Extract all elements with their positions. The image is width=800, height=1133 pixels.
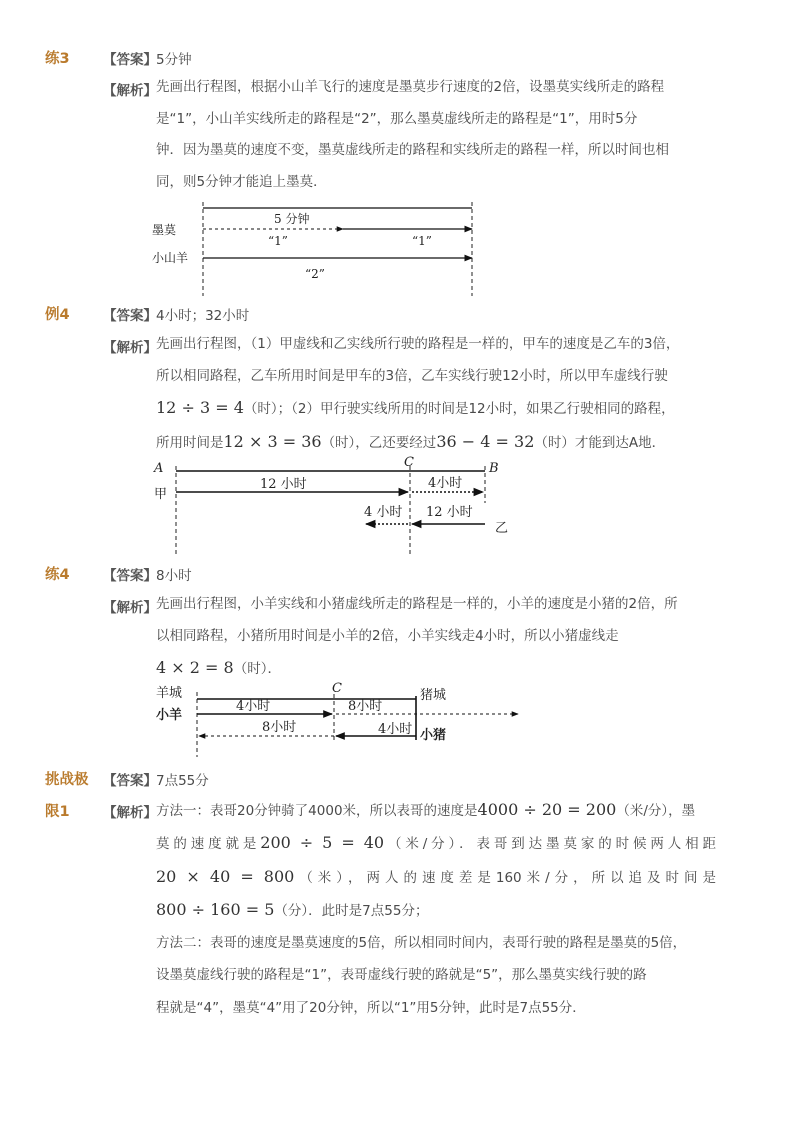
analysis-text: （时）才能到达A地． [534, 434, 666, 451]
answer-label: 【答案】 [103, 52, 157, 68]
method1-line [156, 861, 716, 894]
answer-value: 4小时；32小时 [156, 308, 250, 324]
answer-label: 【答案】 [103, 568, 157, 584]
jia-solid-label: 12 小时 [260, 477, 307, 492]
section-tag-li4: 例4 [45, 307, 70, 323]
analysis-paragraph [156, 589, 716, 686]
time-label: 5 分钟 [274, 212, 310, 226]
momo-solid-label: “1” [412, 234, 432, 248]
method2-line: 设墨莫虚线行驶的路程是“1”，表哥虚线行驶的路就是“5”，那么墨莫实线行驶的路 [156, 967, 647, 984]
method1-line [156, 894, 716, 927]
analysis-text: （时），乙还要经过 [321, 434, 437, 451]
math-expression: 200 ÷ 5 = 40 [260, 833, 385, 853]
sheep-dotted-label: 8小时 [348, 699, 383, 714]
travel-diagram-2 [150, 455, 520, 558]
analysis-text: （米），两人的速度差是160米/分，所以追及时间是 [294, 869, 716, 886]
analysis-line: 以相同路程，小猪所用时间是小羊的2倍，小羊实线走4小时，所以小猪虚线走 [156, 627, 619, 644]
section-tag-challenge-2: 限1 [45, 804, 70, 820]
analysis-text: （米/分），墨 [616, 803, 696, 819]
analysis-line: 钟．因为墨莫的速度不变，墨莫虚线所走的路程和实线所走的路程一样，所以时间也相 [156, 142, 669, 158]
analysis-paragraph [156, 329, 716, 459]
method1-line [156, 794, 716, 827]
goat-name: 小山羊 [152, 251, 189, 265]
point-a: A [154, 461, 164, 476]
analysis-line [156, 426, 716, 460]
analysis-text: （时）；（2）甲行驶实线所用的时间是12小时，如果乙行驶相同的路程， [243, 401, 675, 417]
section-tag-challenge-1: 挑战极 [45, 772, 89, 788]
momo-name: 墨莫 [152, 223, 177, 237]
analysis-label: 【解析】 [103, 83, 157, 99]
sheep-name: 小羊 [156, 708, 183, 723]
math-expression: 12 ÷ 3 = 4 [156, 398, 244, 417]
analysis-label: 【解析】 [103, 600, 157, 616]
analysis-label: 【解析】 [103, 340, 157, 356]
answer-value: 8小时 [156, 568, 192, 584]
math-expression: 20 × 40 = 800 [156, 866, 295, 886]
goat-label: “2” [305, 267, 325, 281]
analysis-paragraph [156, 72, 716, 198]
math-expression: 800 ÷ 160 = 5 [156, 899, 275, 919]
analysis-text: 莫的速度就是 [156, 836, 261, 853]
analysis-text: （时）． [233, 661, 281, 677]
math-expression: 36 − 4 = 32 [436, 431, 535, 451]
point-c: C [404, 455, 414, 470]
point-c: C [332, 681, 342, 696]
yi-dotted-label: 4 小时 [364, 505, 403, 520]
method2-line: 程就是“4”，墨莫“4”用了20分钟，所以“1”用5分钟，此时是7点55分． [156, 999, 586, 1016]
section-tag-lian3: 练3 [45, 51, 70, 67]
pig-solid-label: 4小时 [378, 722, 413, 737]
sheep-solid-label: 4小时 [236, 699, 271, 714]
section-tag-lian4: 练4 [45, 567, 70, 583]
analysis-line: 先画出行程图，小羊实线和小猪虚线所走的路程是一样的，小羊的速度是小猪的2倍，所 [156, 596, 678, 612]
car-yi-name: 乙 [495, 521, 509, 536]
answer-value: 7点55分 [156, 773, 209, 789]
yi-solid-label: 12 小时 [426, 505, 473, 520]
pig-name: 小猪 [420, 728, 447, 743]
math-expression: 4000 ÷ 20 = 200 [477, 800, 617, 819]
analysis-line: 是“1”，小山羊实线所走的路程是“2”，那么墨莫虚线所走的路程是“1”，用时5分 [156, 110, 638, 127]
analysis-paragraph [156, 794, 716, 1024]
analysis-line [156, 652, 716, 686]
travel-diagram-3 [150, 682, 530, 762]
jia-dotted-label: 4小时 [428, 476, 463, 491]
pig-city: 猪城 [420, 688, 447, 703]
analysis-text: （分）．此时是7点55分； [274, 902, 429, 919]
sheep-city: 羊城 [156, 686, 183, 701]
method2-line: 方法二：表哥的速度是墨莫速度的5倍，所以相同时间内，表哥行驶的路程是墨莫的5倍， [156, 935, 687, 952]
answer-label: 【答案】 [103, 773, 157, 789]
analysis-text: （米/分）．表哥到达墨莫家的时候两人相距 [384, 836, 716, 853]
math-expression: 12 × 3 = 36 [223, 431, 322, 451]
analysis-line [156, 392, 716, 426]
analysis-text: 方法一：表哥20分钟骑了4000米，所以表哥的速度是 [156, 803, 478, 819]
analysis-line: 先画出行程图，根据小山羊飞行的速度是墨莫步行速度的2倍，设墨莫实线所走的路程 [156, 79, 665, 95]
analysis-text: 所用时间是 [156, 434, 224, 451]
method1-line [156, 827, 716, 860]
pig-dotted-label: 8小时 [262, 720, 297, 735]
analysis-line: 所以相同路程，乙车所用时间是甲车的3倍，乙车实线行驶12小时，所以甲车虚线行驶 [156, 367, 668, 384]
travel-diagram-1 [150, 198, 490, 298]
analysis-line: 先画出行程图，（1）甲虚线和乙实线所行驶的路程是一样的，甲车的速度是乙车的3倍， [156, 336, 680, 352]
momo-dotted-label: “1” [268, 234, 288, 248]
math-expression: 4 × 2 = 8 [156, 658, 234, 677]
analysis-line: 同，则5分钟才能追上墨莫． [156, 173, 327, 190]
analysis-label: 【解析】 [103, 805, 157, 821]
answer-value: 5分钟 [156, 52, 192, 68]
answer-label: 【答案】 [103, 308, 157, 324]
car-jia-name: 甲 [154, 487, 168, 502]
point-b: B [489, 461, 499, 476]
